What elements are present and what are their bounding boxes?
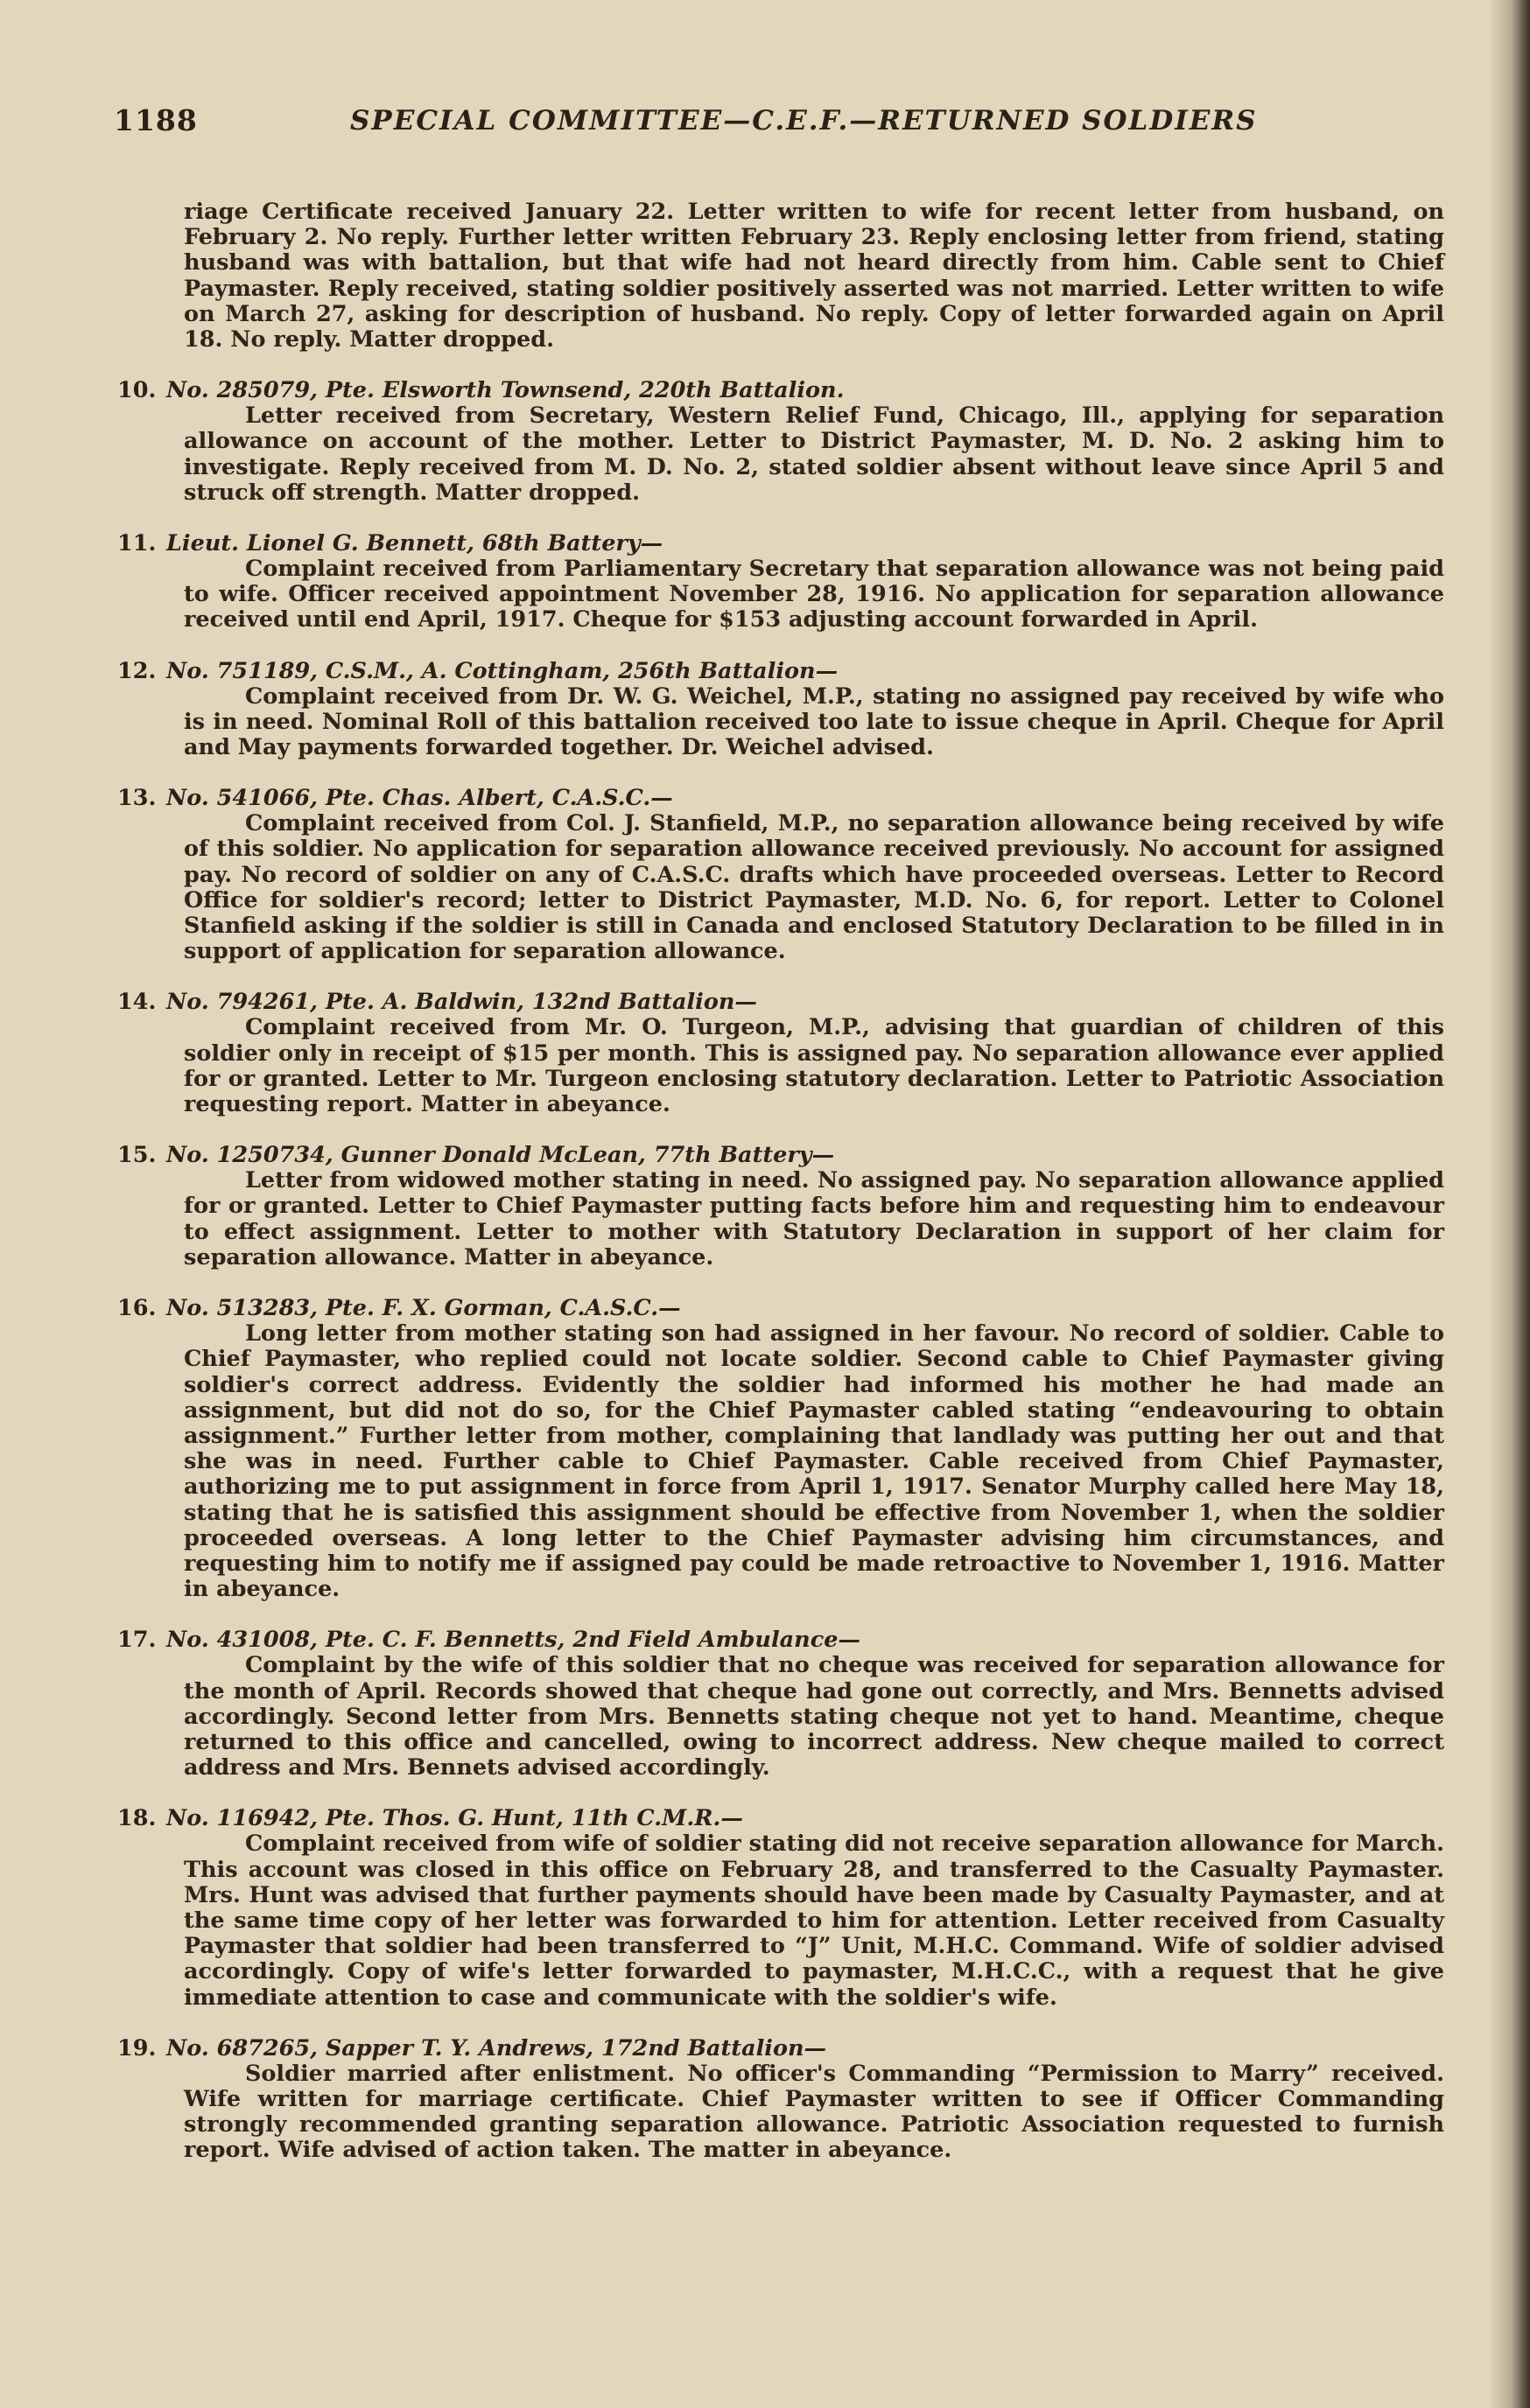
entry-number: 11. bbox=[117, 530, 157, 557]
entry-heading bbox=[117, 658, 1444, 684]
entry-heading bbox=[117, 1805, 1444, 1831]
entry-title: No. 541066, Pte. Chas. Albert, C.A.S.C.— bbox=[166, 785, 673, 812]
entry-16 bbox=[114, 1295, 1444, 1602]
entry-heading bbox=[117, 1142, 1444, 1168]
entry-heading bbox=[117, 785, 1444, 811]
entry-title: No. 794261, Pte. A. Baldwin, 132nd Battalion— bbox=[166, 989, 757, 1016]
entry-11 bbox=[114, 530, 1444, 634]
entry-text: Complaint received from Parliamentary Secretary that separation allowance was not being paid to wife. Officer received appointment November 28, 1916. No application for separation allowance received until end April, 1917. Cheque for $153 adjusting account forwarded in April. bbox=[184, 556, 1444, 634]
entry-13 bbox=[114, 785, 1444, 964]
entry-text: Complaint received from wife of soldier stating did not receive separation allowance for March. This account was closed in this office on February 28, and transferred to the Casualty Paymaster. Mrs. Hunt was advised that further payments should have been made by Casualty Paymaster, and at the same time copy of her letter was forwarded to him for attention. Letter received from Casualty Paymaster that soldier had been transferred to “J” Unit, M.H.C. Command. Wife of soldier advised accordingly. Copy of wife's letter forwarded to paymaster, M.H.C.C., with a request that he give immediate attention to case and communicate with the soldier's wife. bbox=[184, 1830, 1444, 2011]
entry-heading bbox=[117, 989, 1444, 1015]
entry-title: No. 116942, Pte. Thos. G. Hunt, 11th C.M.R.— bbox=[166, 1805, 743, 1832]
document-body bbox=[114, 200, 1444, 2164]
entry-text: Complaint by the wife of this soldier that no cheque was received for separation allowance for the month of April. Records showed that cheque had gone out correctly, and Mrs. Bennetts advised accordingly. Second letter from Mrs. Bennetts stating cheque not yet to hand. Meantime, cheque returned to this office and cancelled, owing to incorrect address. New cheque mailed to correct address and Mrs. Bennets advised accordingly. bbox=[184, 1652, 1444, 1782]
running-title: SPECIAL COMMITTEE—C.E.F.—RETURNED SOLDIERS bbox=[350, 105, 1258, 136]
entry-title: No. 431008, Pte. C. F. Bennetts, 2nd Field Ambulance— bbox=[166, 1627, 860, 1654]
entry-text: Long letter from mother stating son had assigned in her favour. No record of soldier. Cable to Chief Paymaster, who replied could not locate soldier. Second cable to Chief Paymaster giving soldier's correct address. Evidently the soldier had informed his mother he had made an assignment, but did not do so, for the Chief Paymaster cabled stating “endeavouring to obtain assignment.” Further letter from mother, complaining that landlady was putting her out and that she was in need. Further cable to Chief Paymaster. Cable received from Chief Paymaster, authorizing me to put assignment in force from April 1, 1917. Senator Murphy called here May 18, stating that he is satisfied this assignment should be effective from November 1, when the soldier proceeded overseas. A long letter to the Chief Paymaster advising him circumstances, and requesting him to notify me if assigned pay could be made retroactive to November 1, 1916. Matter in abeyance. bbox=[184, 1320, 1444, 1603]
entry-title: No. 513283, Pte. F. X. Gorman, C.A.S.C.— bbox=[166, 1295, 681, 1322]
entry-number: 18. bbox=[117, 1805, 157, 1832]
entry-number: 14. bbox=[117, 989, 157, 1016]
entry-heading bbox=[117, 1627, 1444, 1653]
entry-title: No. 1250734, Gunner Donald McLean, 77th Battery— bbox=[166, 1142, 835, 1169]
entry-heading bbox=[117, 377, 1444, 403]
entry-number: 16. bbox=[117, 1295, 157, 1322]
entry-number: 15. bbox=[117, 1142, 157, 1169]
entry-number: 17. bbox=[117, 1627, 157, 1654]
entry-text: Soldier married after enlistment. No officer's Commanding “Permission to Marry” received. Wife written for marriage certificate. Chief Paymaster written to see if Officer Commanding strongly recommended granting separation allowance. Patriotic Association requested to furnish report. Wife advised of action taken. The matter in abeyance. bbox=[184, 2060, 1444, 2164]
entry-14 bbox=[114, 989, 1444, 1117]
entry-12 bbox=[114, 658, 1444, 761]
entry-heading bbox=[117, 1295, 1444, 1321]
entry-number: 19. bbox=[117, 2034, 157, 2062]
entry-19 bbox=[114, 2035, 1444, 2164]
entry-15 bbox=[114, 1142, 1444, 1270]
page-header bbox=[114, 103, 1444, 156]
entry-text: Complaint received from Mr. O. Turgeon, M.P., advising that guardian of children of this soldier only in receipt of $15 per month. This is assigned pay. No separation allowance ever applied for or granted. Letter to Mr. Turgeon enclosing statutory declaration. Letter to Patriotic Association requesting report. Matter in abeyance. bbox=[184, 1014, 1444, 1118]
entry-number: 13. bbox=[117, 785, 157, 812]
entry-text: Complaint received from Dr. W. G. Weichel, M.P., stating no assigned pay received by wife who is in need. Nominal Roll of this battalion received too late to issue cheque in April. Cheque for April and May payments forwarded together. Dr. Weichel advised. bbox=[184, 682, 1444, 761]
continuation-paragraph: riage Certificate received January 22. Letter written to wife for recent letter from husband, on February 2. No reply. Further letter written February 23. Reply enclosing letter from friend, stating husband was with battalion, but that wife had not heard directly from him. Cable sent to Chief Paymaster. Reply received, stating soldier positively asserted was not married. Letter written to wife on March 27, asking for description of husband. No reply. Copy of letter forwarded again on April 18. No reply. Matter dropped. bbox=[184, 199, 1444, 354]
entry-text: Complaint received from Col. J. Stanfield, M.P., no separation allowance being received by wife of this soldier. No application for separation allowance received previously. No account for assigned pay. No record of soldier on any of C.A.S.C. drafts which have proceeded overseas. Letter to Record Office for soldier's record; letter to District Paymaster, M.D. No. 6, for report. Letter to Colonel Stanfield asking if the soldier is still in Canada and enclosed Statutory Declaration to be filled in in support of application for separation allowance. bbox=[184, 810, 1444, 965]
entry-number: 10. bbox=[117, 377, 157, 404]
entry-title: No. 751189, C.S.M., A. Cottingham, 256th Battalion— bbox=[166, 657, 839, 684]
entry-text: Letter from widowed mother stating in need. No assigned pay. No separation allowance applied for or granted. Letter to Chief Paymaster putting facts before him and requesting him to endeavour to effect assignment. Letter to mother with Statutory Declaration in support of her claim for separation allowance. Matter in abeyance. bbox=[184, 1167, 1444, 1270]
entry-18 bbox=[114, 1805, 1444, 2010]
entry-title: Lieut. Lionel G. Bennett, 68th Battery— bbox=[166, 530, 663, 557]
entry-heading bbox=[117, 530, 1444, 556]
entry-number: 12. bbox=[117, 657, 157, 684]
entry-heading bbox=[117, 2035, 1444, 2062]
entry-10 bbox=[114, 377, 1444, 506]
entry-title: No. 285079, Pte. Elsworth Townsend, 220th Battalion. bbox=[166, 377, 845, 404]
page-edge-shadow bbox=[1488, 0, 1530, 2408]
entry-title: No. 687265, Sapper T. Y. Andrews, 172nd Battalion— bbox=[166, 2034, 827, 2062]
entry-17 bbox=[114, 1627, 1444, 1781]
page-number: 1188 bbox=[114, 103, 198, 137]
entry-text: Letter received from Secretary, Western Relief Fund, Chicago, Ill., applying for separation allowance on account of the mother. Letter to District Paymaster, M. D. No. 2 asking him to investigate. Reply received from M. D. No. 2, stated soldier absent without leave since April 5 and struck off strength. Matter dropped. bbox=[184, 402, 1444, 506]
